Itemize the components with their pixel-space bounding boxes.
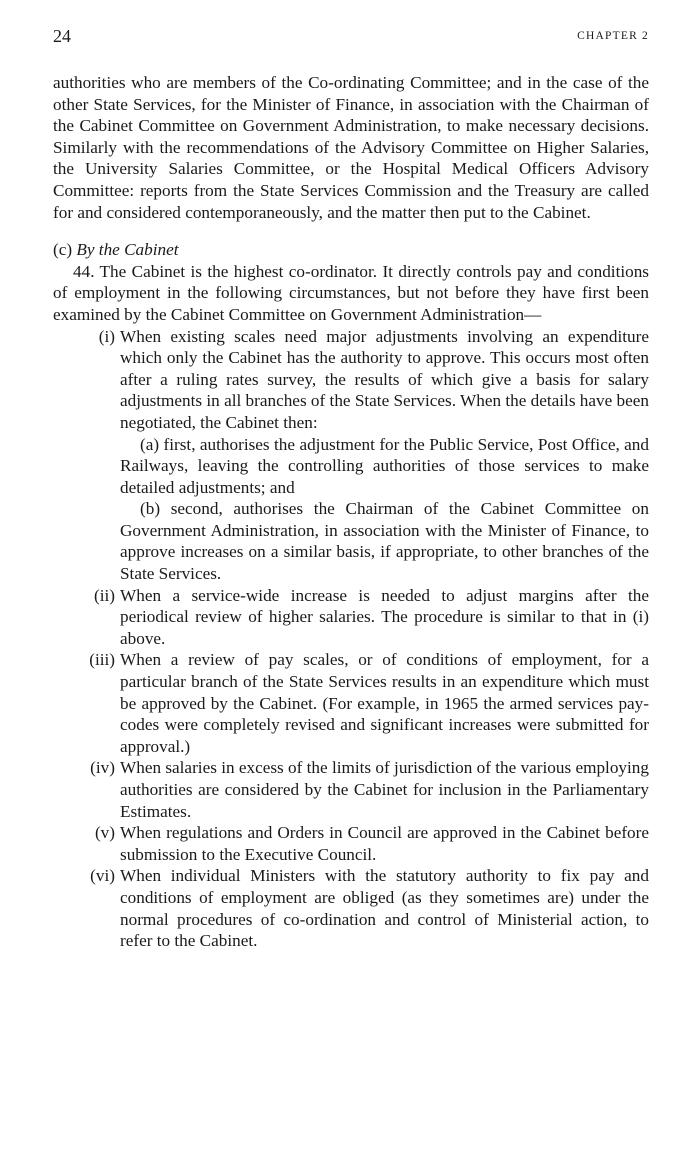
page-number: 24	[53, 26, 71, 46]
list-item-body	[120, 757, 649, 822]
list-item-i	[73, 326, 649, 585]
paragraph-44: 44. The Cabinet is the highest co-ordinator. It directly controls pay and conditions of employment in the following circumstances, but not before they have first been examined by the Cabinet Committee on Government Administration—	[53, 261, 649, 324]
list-item-v	[73, 822, 649, 865]
list-marker: (ii)	[94, 585, 115, 605]
list-item-iii	[73, 649, 649, 757]
sub-item-a: (a) first, authorises the adjustment for the Public Service, Post Office, and Railways, leaving the controlling authorities of those services to make detailed adjustments; and	[120, 434, 649, 497]
list-item-text: When a review of pay scales, or of conditions of employment, for a particular branch of the State Services results in an expenditure which must be approved by the Cabinet. (For example, in 1965 the armed services pay-codes were completely revised and significant increases were submitted for approval.)	[120, 650, 649, 756]
sub-item-b: (b) second, authorises the Chairman of the Cabinet Committee on Government Administration, in association with the Minister of Finance, to approve increases on a similar basis, if appropriate, to other branches of the State Services.	[120, 499, 649, 584]
list-item-text: When a service-wide increase is needed to adjust margins after the periodical review of higher salaries. The procedure is similar to that in (i) above.	[120, 585, 649, 648]
list-marker: (iii)	[89, 650, 115, 670]
section-heading	[53, 239, 649, 261]
list-marker: (iv)	[90, 758, 115, 778]
list-item-body	[120, 585, 649, 650]
chapter-label: CHAPTER 2	[577, 30, 649, 42]
list-marker: (i)	[98, 326, 115, 346]
list-item-body	[120, 649, 649, 757]
section-title: By the Cabinet	[76, 240, 179, 260]
list-item-text: When existing scales need major adjustments involving an expenditure which only the Cabinet has the authority to approve. This occurs most often after a ruling rates survey, the results of which give a basis for salary adjustments in all branches of the State Services. When the details have been negotiated, the Cabinet then:	[120, 326, 649, 432]
list-item-text: When salaries in excess of the limits of jurisdiction of the various employing authorities are considered by the Cabinet for inclusion in the Parliamentary Estimates.	[120, 758, 649, 821]
continued-paragraph: authorities who are members of the Co-ordinating Committee; and in the case of the other State Services, for the Minister of Finance, in association with the Chairman of the Cabinet Committee on Government Administration, to make necessary decisions. Similarly with the recommendations of the Advisory Committee on Higher Salaries, the University Salaries Committee, or the Hospital Medical Officers Advisory Committee: reports from the State Services Commission and the Treasury are called for and considered contemporaneously, and the matter then put to the Cabinet.	[53, 73, 649, 222]
list-item-text: When individual Ministers with the statutory authority to fix pay and conditions of employment are obliged (as they sometimes are) under the normal procedures of co-ordination and control of Ministerial action, to refer to the Cabinet.	[120, 866, 649, 951]
list-item-vi	[73, 865, 649, 951]
list-item-ii	[73, 585, 649, 650]
list-item-body	[120, 865, 649, 951]
section-label: (c)	[53, 240, 73, 260]
running-head	[53, 24, 649, 48]
list-item-iv	[73, 757, 649, 822]
list-marker: (v)	[94, 823, 115, 843]
list-item-body	[120, 822, 649, 865]
list-item-text: When regulations and Orders in Council are approved in the Cabinet before submission to the Executive Council.	[120, 823, 649, 864]
list-item-body	[120, 326, 649, 585]
list-marker: (vi)	[90, 866, 115, 886]
body-text	[53, 72, 649, 952]
